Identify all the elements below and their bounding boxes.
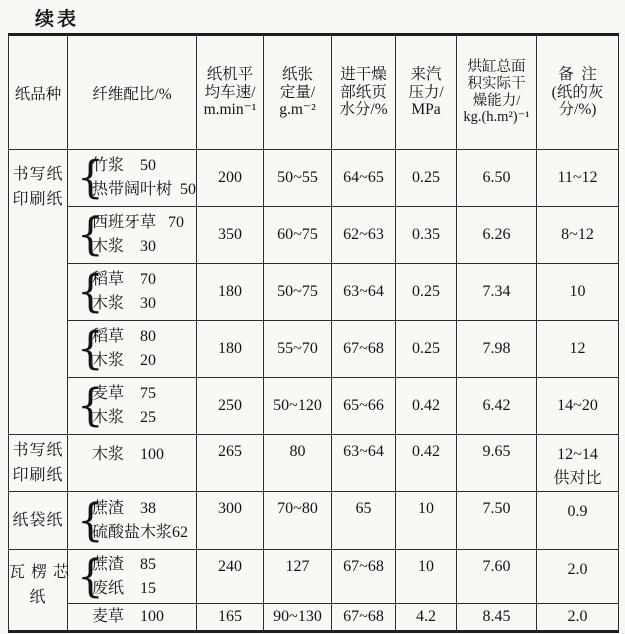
remark-cell: 2.0: [537, 550, 619, 604]
basis-weight-cell: 55~70: [264, 321, 332, 378]
brace-glyph: {: [77, 494, 104, 546]
drying-capacity-cell: 6.50: [457, 150, 537, 207]
remark-cell: 2.0: [537, 604, 619, 632]
moisture-cell: 63~64: [332, 264, 396, 321]
machine-speed-cell: 300: [197, 492, 264, 550]
brace-glyph: {: [77, 322, 104, 375]
moisture-cell: 65~66: [332, 378, 396, 435]
drying-capacity-cell: 7.60: [457, 550, 537, 604]
steam-pressure-cell: 0.35: [396, 207, 457, 264]
header-moisture: 进干燥 部纸页 水分/%: [332, 35, 396, 150]
paper-type-cell: 书写纸 印刷纸: [9, 435, 68, 492]
basis-weight-cell: 80: [264, 435, 332, 492]
machine-speed-cell: 180: [197, 321, 264, 378]
brace-glyph: {: [77, 379, 104, 432]
machine-speed-cell: 265: [197, 435, 264, 492]
drying-capacity-cell: 6.26: [457, 207, 537, 264]
header-paper-type: 纸品种: [9, 35, 68, 150]
machine-speed-cell: 250: [197, 378, 264, 435]
fiber-ratio-cell: { 麦草 75 木浆 25: [68, 378, 197, 435]
drying-capacity-cell: 6.42: [457, 378, 537, 435]
table-row: [9, 207, 619, 264]
fiber-ratio-cell: { 稻草 80 木浆 20: [68, 321, 197, 378]
steam-pressure-cell: 4.2: [396, 604, 457, 632]
fiber-ratio-cell: { 蔗渣 85 废纸 15: [68, 550, 197, 604]
machine-speed-cell: 350: [197, 207, 264, 264]
steam-pressure-cell: 0.25: [396, 321, 457, 378]
steam-pressure-cell: 0.25: [396, 150, 457, 207]
paper-type-cell: 纸袋纸: [9, 492, 68, 550]
basis-weight-cell: 90~130: [264, 604, 332, 632]
paper-type-cell: 书写纸 印刷纸: [9, 150, 68, 435]
table-row: [9, 604, 619, 632]
table-row: [9, 150, 619, 207]
fiber-ratio-cell: 木浆 100: [68, 435, 197, 492]
header-row: [9, 35, 619, 150]
brace-glyph: {: [77, 208, 104, 261]
steam-pressure-cell: 0.42: [396, 378, 457, 435]
fiber-ratio-cell: { 蔗渣 38 硫酸盐木浆62: [68, 492, 197, 550]
steam-pressure-cell: 0.25: [396, 264, 457, 321]
brace-glyph: {: [77, 265, 104, 318]
paper-drying-spec-table: [8, 33, 619, 633]
table-row: [9, 264, 619, 321]
basis-weight-cell: 127: [264, 550, 332, 604]
moisture-cell: 65: [332, 492, 396, 550]
fiber-ratio-cell: { 西班牙草 70 木浆 30: [68, 207, 197, 264]
header-basis-weight: 纸张 定量/ g.m⁻²: [264, 35, 332, 150]
header-drying-capacity: 烘缸总面 积实际干 燥能力/ kg.(h.m²)⁻¹: [457, 35, 537, 150]
basis-weight-cell: 70~80: [264, 492, 332, 550]
steam-pressure-cell: 10: [396, 550, 457, 604]
drying-capacity-cell: 7.98: [457, 321, 537, 378]
table-row: [9, 321, 619, 378]
drying-capacity-cell: 7.50: [457, 492, 537, 550]
header-fiber-ratio: 纤维配比/%: [68, 35, 197, 150]
fiber-ratio-cell: { 竹浆 50 热带阔叶树 50: [68, 150, 197, 207]
table-row: [9, 378, 619, 435]
moisture-cell: 63~64: [332, 435, 396, 492]
remark-cell: 14~20: [537, 378, 619, 435]
moisture-cell: 67~68: [332, 604, 396, 632]
remark-cell: 11~12: [537, 150, 619, 207]
basis-weight-cell: 50~120: [264, 378, 332, 435]
basis-weight-cell: 60~75: [264, 207, 332, 264]
table-row: [9, 550, 619, 604]
remark-cell: 12~14 供对比: [537, 435, 619, 492]
header-steam-pressure: 来汽 压力/ MPa: [396, 35, 457, 150]
remark-cell: 10: [537, 264, 619, 321]
table-row: [9, 435, 619, 492]
paper-type-cell: 瓦 楞 芯 纸: [9, 550, 68, 632]
moisture-cell: 64~65: [332, 150, 396, 207]
steam-pressure-cell: 10: [396, 492, 457, 550]
basis-weight-cell: 50~75: [264, 264, 332, 321]
machine-speed-cell: 200: [197, 150, 264, 207]
drying-capacity-cell: 7.34: [457, 264, 537, 321]
table-row: [9, 492, 619, 550]
fiber-ratio-cell: { 稻草 70 木浆 30: [68, 264, 197, 321]
machine-speed-cell: 165: [197, 604, 264, 632]
basis-weight-cell: 50~55: [264, 150, 332, 207]
drying-capacity-cell: 9.65: [457, 435, 537, 492]
machine-speed-cell: 240: [197, 550, 264, 604]
drying-capacity-cell: 8.45: [457, 604, 537, 632]
moisture-cell: 62~63: [332, 207, 396, 264]
fiber-ratio-cell: 麦草 100: [68, 604, 197, 632]
steam-pressure-cell: 0.42: [396, 435, 457, 492]
brace-glyph: {: [77, 151, 104, 204]
remark-cell: 12: [537, 321, 619, 378]
moisture-cell: 67~68: [332, 550, 396, 604]
remark-cell: 0.9: [537, 492, 619, 550]
moisture-cell: 67~68: [332, 321, 396, 378]
machine-speed-cell: 180: [197, 264, 264, 321]
header-remark: 备 注 (纸的灰 分/%): [537, 35, 619, 150]
table-continued-caption: 续表: [35, 9, 80, 30]
brace-glyph: {: [77, 550, 104, 602]
header-machine-speed: 纸机平 均车速/ m.min⁻¹: [197, 35, 264, 150]
remark-cell: 8~12: [537, 207, 619, 264]
